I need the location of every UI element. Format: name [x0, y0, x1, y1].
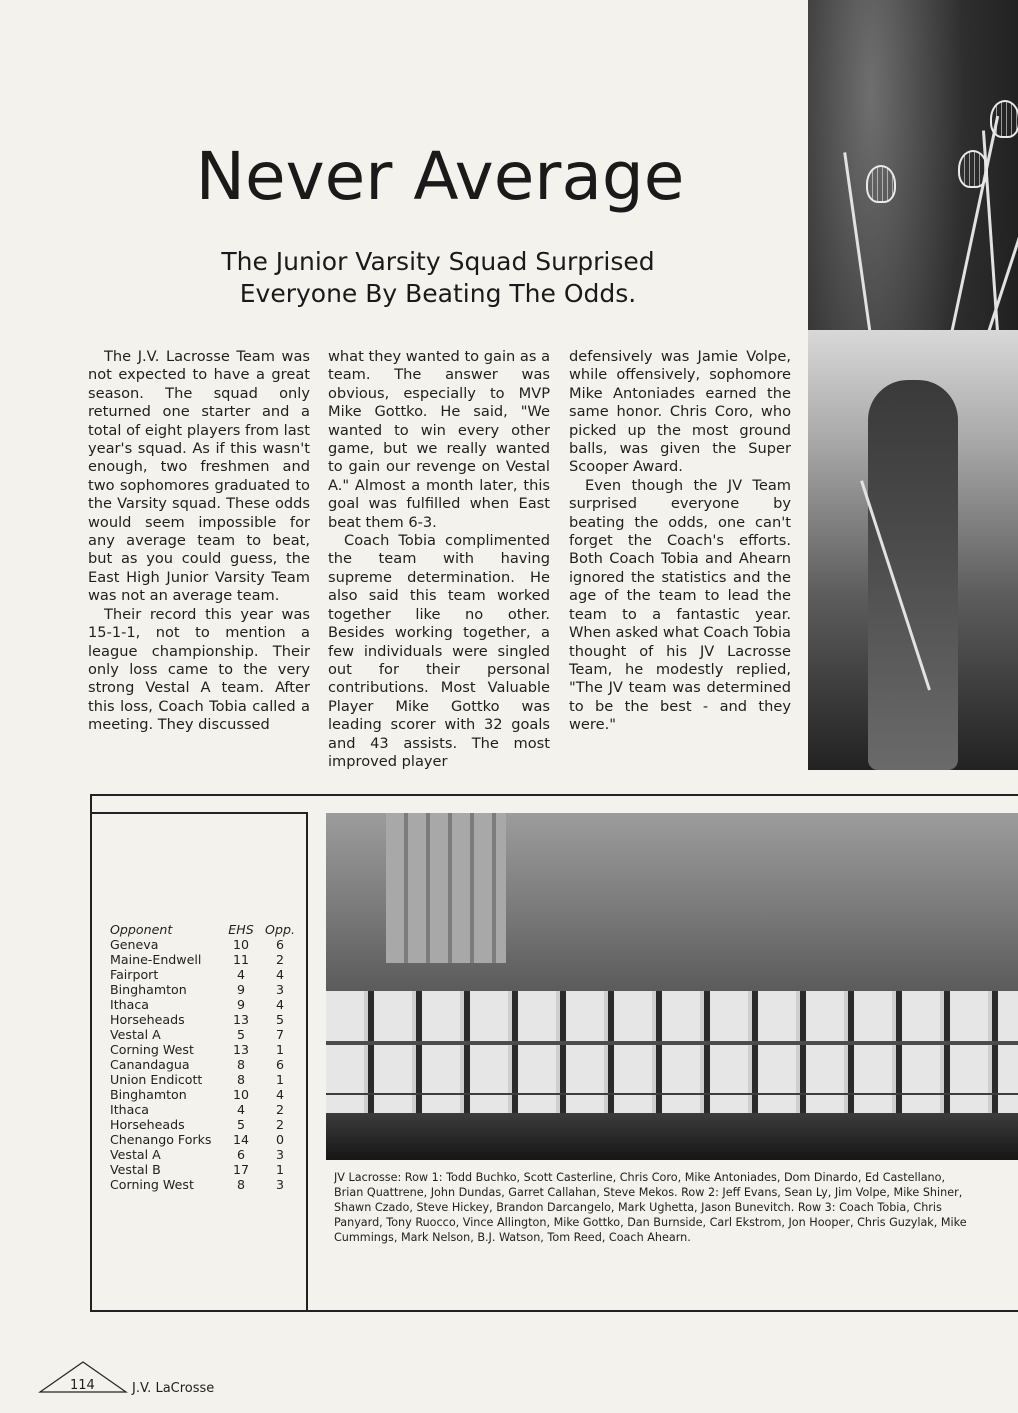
- opponent-name: Fairport: [110, 967, 159, 982]
- subtitle-line-1: The Junior Varsity Squad Surprised: [221, 247, 655, 276]
- paragraph: Their record this year was 15-1-1, not to mention a league championship. Their only loss came to the very strong Vestal A team. After this loss, Coach Tobia called a meeting. They discussed: [88, 605, 310, 734]
- opponent-name: Ithaca: [110, 997, 149, 1012]
- opponent-score: 3: [275, 1147, 284, 1162]
- article-subtitle: [0, 246, 876, 310]
- opponent-score: 2: [275, 1117, 284, 1132]
- ehs-score: 4: [236, 967, 245, 982]
- opponent-name: Maine-Endwell: [110, 952, 202, 967]
- score-row: [110, 1057, 300, 1072]
- caption-line: Cummings, Mark Nelson, B.J. Watson, Tom Reed, Coach Ahearn.: [334, 1231, 691, 1244]
- opponent-score: 7: [275, 1027, 284, 1042]
- paragraph: The J.V. Lacrosse Team was not expected to have a great season. The squad only returned one starter and a total of eight players from last year's squad. As if this wasn't enough, two freshmen and two sophomores graduated to the Varsity squad. These odds would seem impossible for any average team to beat, but as you could guess, the East High Junior Varsity Team was not an average team.: [88, 348, 310, 605]
- page-number: 114: [70, 1378, 95, 1393]
- score-row: [110, 937, 300, 952]
- caption-line: JV Lacrosse: Row 1: Todd Buchko, Scott Casterline, Chris Coro, Mike Antoniades, Dom Dinardo, Ed Castellano,: [334, 1171, 946, 1184]
- team-photo-caption: [334, 1170, 1018, 1245]
- paragraph: what they wanted to gain as a team. The answer was obvious, especially to MVP Mike Gottko. He said, "We wanted to win every other game, but we really wanted to gain our revenge on Vestal A." Almost a month later, this goal was fulfilled when East beat them 6-3.: [328, 348, 551, 531]
- opponent-score: 4: [275, 997, 284, 1012]
- ehs-score: 5: [236, 1117, 245, 1132]
- caption-line: Shawn Czado, Steve Hickey, Brandon Darcangelo, Mark Ughetta, Jason Bunevitch. Row 3: Coach Tobia, Chris: [334, 1201, 942, 1214]
- opponent-score: 2: [275, 1102, 284, 1117]
- opponent-score: 2: [275, 952, 284, 967]
- ehs-score: 14: [232, 1132, 250, 1147]
- ehs-score: 17: [232, 1162, 250, 1177]
- opponent-name: Union Endicott: [110, 1072, 203, 1087]
- article-column-1: [88, 348, 310, 735]
- score-row: [110, 1012, 300, 1027]
- ehs-score: 6: [236, 1147, 245, 1162]
- ehs-score: 13: [232, 1012, 250, 1027]
- opponent-name: Vestal A: [110, 1147, 161, 1162]
- opponent-score: 3: [275, 982, 284, 997]
- opponent-score: 4: [275, 1087, 284, 1102]
- ehs-score: 13: [232, 1042, 250, 1057]
- score-row: [110, 1027, 300, 1042]
- article-column-3: [569, 348, 791, 735]
- score-row: [110, 1147, 300, 1162]
- score-row: [110, 1072, 300, 1087]
- opponent-name: Vestal A: [110, 1027, 161, 1042]
- caption-line: Brian Quattrene, John Dundas, Garret Callahan, Steve Mekos. Row 2: Jeff Evans, Sean Ly, Jim Volpe, Mike Shiner,: [334, 1186, 963, 1199]
- ehs-score: 5: [236, 1027, 245, 1042]
- opponent-name: Corning West: [110, 1042, 194, 1057]
- caption-line: Panyard, Tony Ruocco, Vince Allington, Mike Gottko, Dan Burnside, Carl Ekstrom, Jon Hooper, Chris Guzylak, Mike: [334, 1216, 967, 1229]
- opponent-score: 6: [275, 1057, 284, 1072]
- opponent-score: 4: [275, 967, 284, 982]
- ehs-score: 8: [236, 1072, 245, 1087]
- score-row: [110, 1117, 300, 1132]
- opponent-name: Canandagua: [110, 1057, 190, 1072]
- opponent-name: Ithaca: [110, 1102, 149, 1117]
- opponent-name: Binghamton: [110, 1087, 187, 1102]
- opponent-score: 1: [275, 1072, 284, 1087]
- season-scoreboard: [110, 922, 300, 1192]
- opponent-name: Corning West: [110, 1177, 194, 1192]
- article-title: Never Average: [195, 138, 685, 215]
- score-row: [110, 1177, 300, 1192]
- opponent-score: 6: [275, 937, 284, 952]
- lacrosse-action-photo: [808, 0, 1018, 770]
- ehs-score: 11: [232, 952, 250, 967]
- score-row: [110, 982, 300, 997]
- ehs-score: 8: [236, 1177, 245, 1192]
- ehs-score: 9: [236, 982, 245, 997]
- ehs-score: 8: [236, 1057, 245, 1072]
- score-row: [110, 952, 300, 967]
- opponent-name: Horseheads: [110, 1117, 185, 1132]
- ehs-score: 9: [236, 997, 245, 1012]
- header-ehs: EHS: [228, 922, 254, 937]
- team-photo: [326, 813, 1018, 1160]
- header-opponent: Opponent: [110, 922, 173, 937]
- score-row: [110, 1087, 300, 1102]
- ehs-score: 10: [232, 1087, 250, 1102]
- paragraph: Even though the JV Team surprised everyone by beating the odds, one can't forget the Coach's efforts. Both Coach Tobia and Ahearn ignored the statistics and the age of the team to lead the team to a fantastic year. When asked what Coach Tobia thought of his JV Lacrosse Team, he modestly replied, "The JV team was determined to be the best - and they were.": [569, 476, 791, 734]
- opponent-name: Vestal B: [110, 1162, 161, 1177]
- score-row: [110, 1102, 300, 1117]
- paragraph: Coach Tobia complimented the team with having supreme determination. He also said this team worked together like no other. Besides working together, a few individuals were singled out for their personal contributions. Most Valuable Player Mike Gottko was leading scorer with 32 goals and 43 assists. The most improved player: [328, 532, 550, 770]
- opponent-score: 1: [275, 1162, 284, 1177]
- header-opp: Opp.: [265, 922, 295, 937]
- opponent-score: 0: [275, 1132, 284, 1147]
- opponent-name: Binghamton: [110, 982, 187, 997]
- paragraph: defensively was Jamie Volpe, while offensively, sophomore Mike Antoniades earned the same honor. Chris Coro, who picked up the most ground balls, was given the Super Scooper Award.: [569, 348, 791, 476]
- score-row: [110, 1042, 300, 1057]
- opponent-score: 1: [275, 1042, 284, 1057]
- opponent-name: Chenango Forks: [110, 1132, 212, 1147]
- article-column-2: [328, 348, 550, 771]
- opponent-name: Geneva: [110, 937, 159, 952]
- subtitle-line-2: Everyone By Beating The Odds.: [239, 279, 637, 308]
- opponent-score: 3: [275, 1177, 284, 1192]
- opponent-score: 5: [275, 1012, 284, 1027]
- ehs-score: 10: [232, 937, 250, 952]
- section-label: J.V. LaCrosse: [132, 1381, 215, 1396]
- ehs-score: 4: [236, 1102, 245, 1117]
- score-row: [110, 997, 300, 1012]
- score-row: [110, 1132, 300, 1147]
- opponent-name: Horseheads: [110, 1012, 185, 1027]
- score-row: [110, 967, 300, 982]
- score-row: [110, 1162, 300, 1177]
- scoreboard-header: [110, 922, 300, 937]
